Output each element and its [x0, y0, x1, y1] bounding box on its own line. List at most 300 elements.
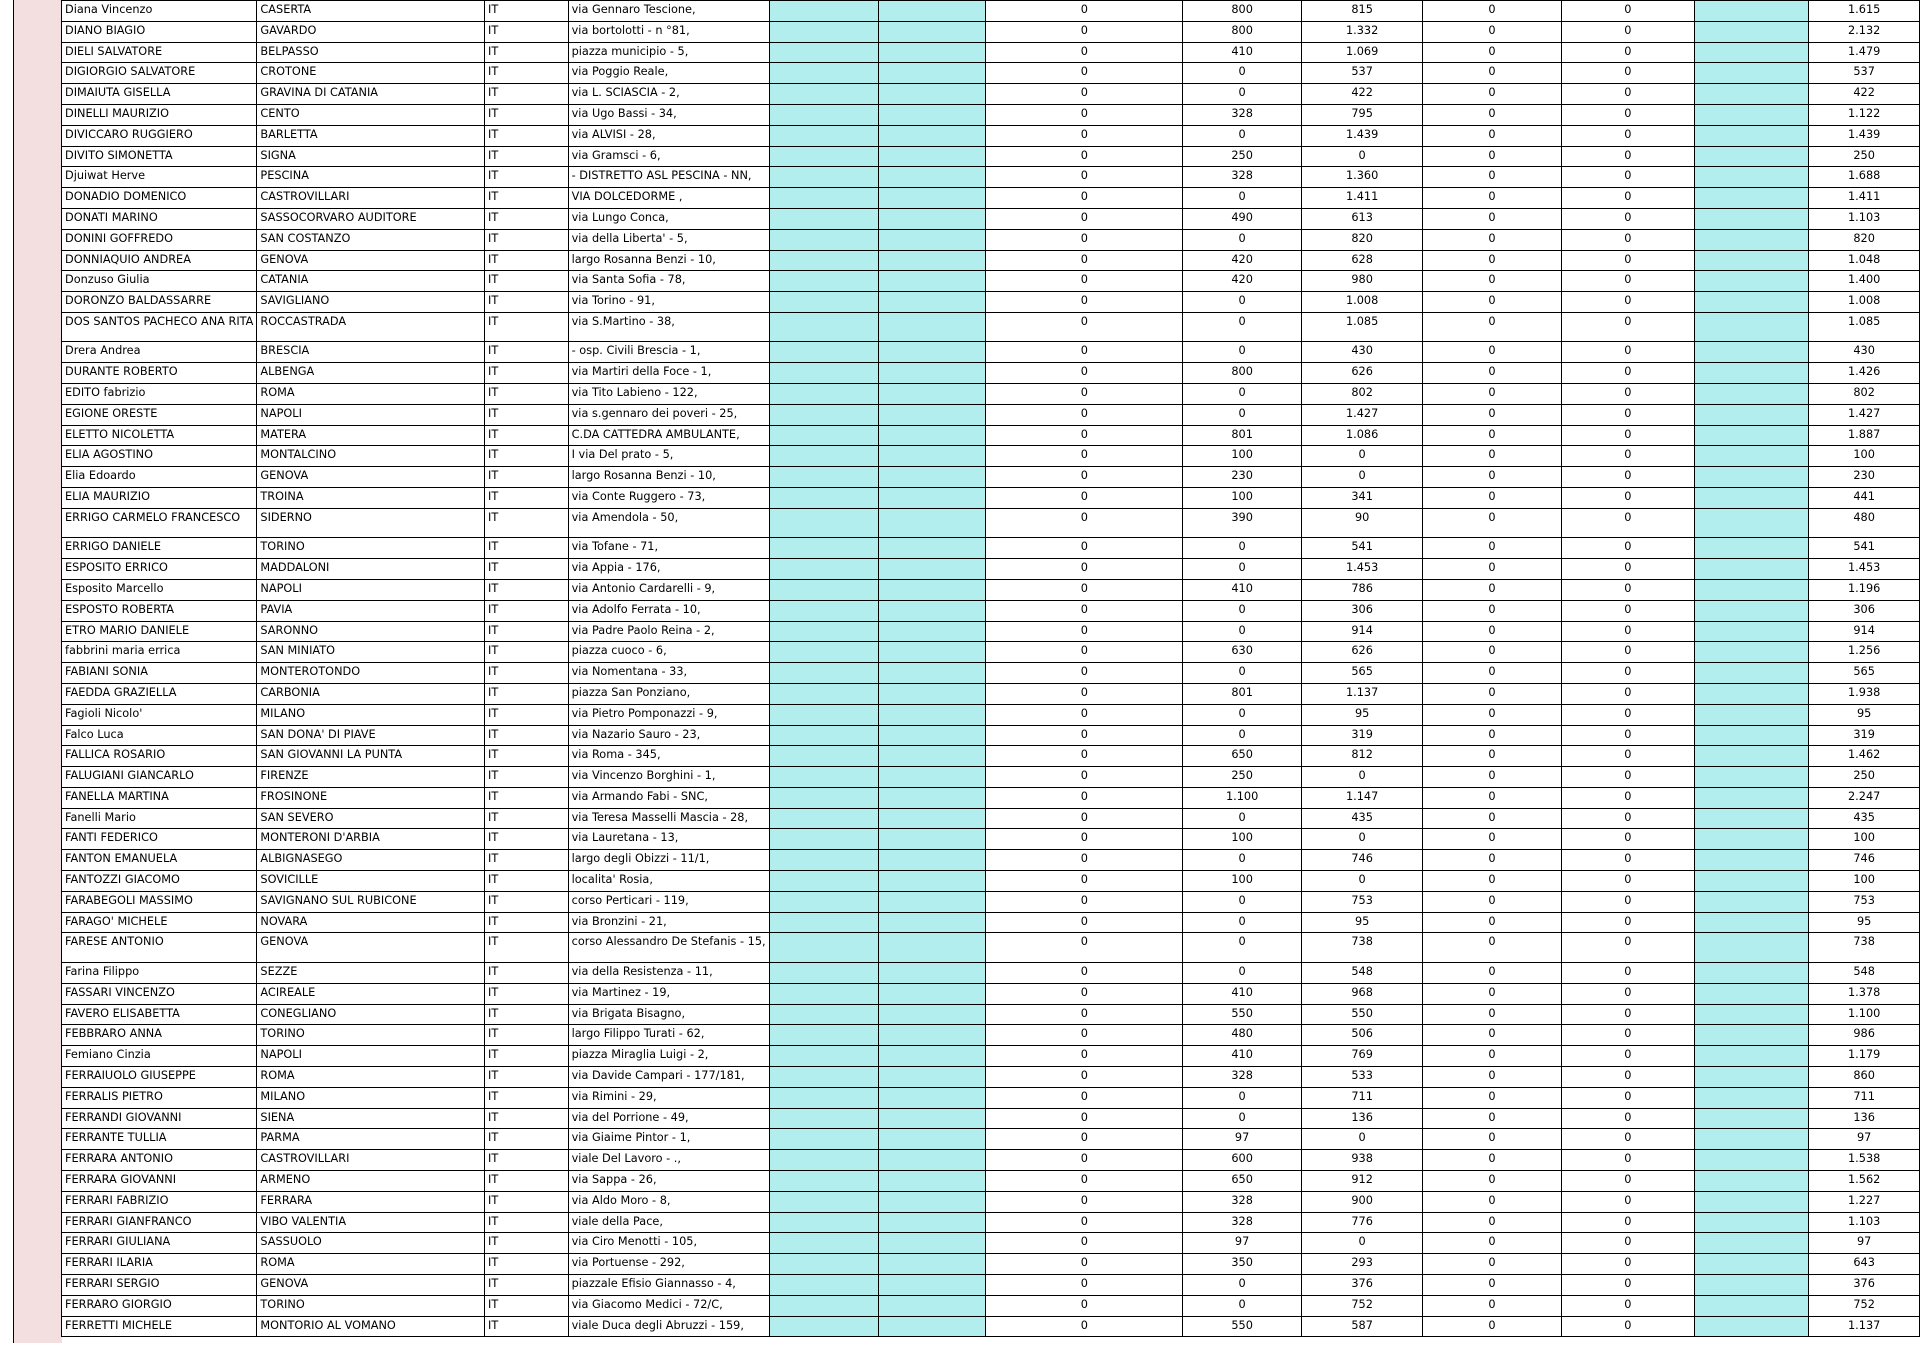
- cell-empty-teal: [879, 229, 986, 250]
- cell-value-3: 753: [1301, 891, 1423, 912]
- cell-country: IT: [485, 229, 569, 250]
- cell-empty-teal: [769, 342, 878, 363]
- cell-value-3: 1.086: [1301, 425, 1423, 446]
- cell-name: FERRARO GIORGIO: [62, 1295, 257, 1316]
- cell-empty-teal: [879, 1150, 986, 1171]
- table-row: [62, 600, 1920, 621]
- cell-value-4: 0: [1423, 829, 1561, 850]
- cell-value-1: 0: [986, 104, 1183, 125]
- cell-empty-teal: [769, 933, 878, 963]
- cell-name: FERRARI GIANFRANCO: [62, 1212, 257, 1233]
- cell-total: 430: [1809, 342, 1920, 363]
- cell-empty-teal: [879, 84, 986, 105]
- cell-empty-teal: [879, 933, 986, 963]
- cell-address: via Brigata Bisagno,: [568, 1004, 769, 1025]
- cell-value-5: 0: [1561, 1004, 1694, 1025]
- table-row: [62, 250, 1920, 271]
- cell-value-4: 0: [1423, 704, 1561, 725]
- cell-country: IT: [485, 1150, 569, 1171]
- cell-empty-teal: [1694, 1316, 1808, 1337]
- table-row: [62, 1212, 1920, 1233]
- cell-value-3: 1.069: [1301, 42, 1423, 63]
- cell-address: via Bronzini - 21,: [568, 912, 769, 933]
- cell-total: 643: [1809, 1254, 1920, 1275]
- cell-city: TORINO: [257, 1025, 485, 1046]
- cell-country: IT: [485, 250, 569, 271]
- cell-value-1: 0: [986, 767, 1183, 788]
- cell-empty-teal: [769, 42, 878, 63]
- cell-empty-teal: [879, 188, 986, 209]
- cell-total: 1.122: [1809, 104, 1920, 125]
- cell-empty-teal: [1694, 188, 1808, 209]
- cell-value-1: 0: [986, 787, 1183, 808]
- cell-value-2: 100: [1183, 488, 1302, 509]
- cell-value-4: 0: [1423, 579, 1561, 600]
- cell-value-1: 0: [986, 146, 1183, 167]
- cell-empty-teal: [769, 559, 878, 580]
- cell-value-4: 0: [1423, 404, 1561, 425]
- cell-empty-teal: [769, 1066, 878, 1087]
- table-row: [62, 704, 1920, 725]
- cell-value-3: 541: [1301, 538, 1423, 559]
- cell-value-1: 0: [986, 912, 1183, 933]
- cell-address: via Portuense - 292,: [568, 1254, 769, 1275]
- cell-value-1: 0: [986, 1316, 1183, 1337]
- cell-value-3: 1.008: [1301, 292, 1423, 313]
- table-row: [62, 1108, 1920, 1129]
- table-row: [62, 1129, 1920, 1150]
- cell-name: FERRANTE TULLIA: [62, 1129, 257, 1150]
- table-row: [62, 384, 1920, 405]
- cell-empty-teal: [1694, 42, 1808, 63]
- cell-empty-teal: [879, 250, 986, 271]
- cell-address: via della Liberta' - 5,: [568, 229, 769, 250]
- cell-value-1: 0: [986, 342, 1183, 363]
- cell-total: 97: [1809, 1233, 1920, 1254]
- cell-name: Donzuso Giulia: [62, 271, 257, 292]
- cell-value-5: 0: [1561, 1274, 1694, 1295]
- cell-empty-teal: [1694, 1212, 1808, 1233]
- cell-address: via Appia - 176,: [568, 559, 769, 580]
- cell-value-3: 95: [1301, 912, 1423, 933]
- cell-value-3: 746: [1301, 850, 1423, 871]
- cell-city: MATERA: [257, 425, 485, 446]
- cell-country: IT: [485, 1212, 569, 1233]
- cell-value-2: 0: [1183, 1274, 1302, 1295]
- cell-value-4: 0: [1423, 1295, 1561, 1316]
- cell-value-3: 0: [1301, 871, 1423, 892]
- cell-value-4: 0: [1423, 663, 1561, 684]
- cell-address: viale Del Lavoro - .,: [568, 1150, 769, 1171]
- cell-value-5: 0: [1561, 104, 1694, 125]
- cell-empty-teal: [879, 559, 986, 580]
- cell-value-1: 0: [986, 404, 1183, 425]
- cell-value-1: 0: [986, 1274, 1183, 1295]
- cell-empty-teal: [1694, 146, 1808, 167]
- cell-city: MADDALONI: [257, 559, 485, 580]
- cell-empty-teal: [1694, 871, 1808, 892]
- cell-value-1: 0: [986, 1087, 1183, 1108]
- cell-empty-teal: [879, 579, 986, 600]
- cell-value-2: 0: [1183, 1295, 1302, 1316]
- cell-empty-teal: [1694, 229, 1808, 250]
- cell-empty-teal: [769, 250, 878, 271]
- cell-country: IT: [485, 683, 569, 704]
- cell-city: SEZZE: [257, 962, 485, 983]
- cell-country: IT: [485, 538, 569, 559]
- cell-empty-teal: [769, 642, 878, 663]
- cell-value-3: 565: [1301, 663, 1423, 684]
- cell-name: FARAGO' MICHELE: [62, 912, 257, 933]
- cell-empty-teal: [769, 704, 878, 725]
- cell-empty-teal: [1694, 1191, 1808, 1212]
- cell-empty-teal: [769, 787, 878, 808]
- cell-empty-teal: [769, 425, 878, 446]
- cell-name: ELETTO NICOLETTA: [62, 425, 257, 446]
- cell-empty-teal: [879, 767, 986, 788]
- cell-value-1: 0: [986, 746, 1183, 767]
- cell-total: 2.132: [1809, 21, 1920, 42]
- table-row: [62, 1087, 1920, 1108]
- cell-empty-teal: [1694, 250, 1808, 271]
- cell-name: Diana Vincenzo: [62, 1, 257, 22]
- cell-empty-teal: [769, 1170, 878, 1191]
- cell-value-5: 0: [1561, 1025, 1694, 1046]
- cell-value-1: 0: [986, 167, 1183, 188]
- cell-empty-teal: [1694, 104, 1808, 125]
- cell-value-4: 0: [1423, 1212, 1561, 1233]
- cell-value-4: 0: [1423, 1233, 1561, 1254]
- cell-value-2: 0: [1183, 384, 1302, 405]
- cell-total: 738: [1809, 933, 1920, 963]
- cell-empty-teal: [769, 104, 878, 125]
- cell-name: DORONZO BALDASSARRE: [62, 292, 257, 313]
- cell-country: IT: [485, 1295, 569, 1316]
- table-row: [62, 312, 1920, 342]
- cell-address: corso Perticari - 119,: [568, 891, 769, 912]
- cell-address: piazza municipio - 5,: [568, 42, 769, 63]
- cell-city: CASERTA: [257, 1, 485, 22]
- cell-value-3: 900: [1301, 1191, 1423, 1212]
- cell-country: IT: [485, 188, 569, 209]
- cell-country: IT: [485, 1254, 569, 1275]
- cell-value-4: 0: [1423, 746, 1561, 767]
- cell-city: ACIREALE: [257, 983, 485, 1004]
- cell-value-3: 769: [1301, 1046, 1423, 1067]
- cell-address: piazzale Efisio Giannasso - 4,: [568, 1274, 769, 1295]
- cell-value-4: 0: [1423, 1191, 1561, 1212]
- cell-value-2: 250: [1183, 767, 1302, 788]
- cell-total: 1.462: [1809, 746, 1920, 767]
- cell-value-4: 0: [1423, 787, 1561, 808]
- cell-name: Fanelli Mario: [62, 808, 257, 829]
- cell-value-1: 0: [986, 538, 1183, 559]
- cell-empty-teal: [769, 146, 878, 167]
- table-row: [62, 467, 1920, 488]
- cell-total: 1.100: [1809, 1004, 1920, 1025]
- cell-name: Esposito Marcello: [62, 579, 257, 600]
- cell-empty-teal: [879, 871, 986, 892]
- cell-empty-teal: [769, 962, 878, 983]
- cell-address: via della Resistenza - 11,: [568, 962, 769, 983]
- cell-value-5: 0: [1561, 229, 1694, 250]
- cell-value-2: 328: [1183, 1212, 1302, 1233]
- cell-address: via Poggio Reale,: [568, 63, 769, 84]
- cell-value-3: 820: [1301, 229, 1423, 250]
- cell-value-4: 0: [1423, 167, 1561, 188]
- cell-value-3: 1.137: [1301, 683, 1423, 704]
- cell-address: via Nomentana - 33,: [568, 663, 769, 684]
- table-row: [62, 271, 1920, 292]
- cell-empty-teal: [769, 1087, 878, 1108]
- cell-country: IT: [485, 1087, 569, 1108]
- cell-value-3: 0: [1301, 1233, 1423, 1254]
- cell-empty-teal: [769, 1316, 878, 1337]
- cell-empty-teal: [879, 1046, 986, 1067]
- cell-total: 820: [1809, 229, 1920, 250]
- cell-value-2: 410: [1183, 1046, 1302, 1067]
- cell-value-4: 0: [1423, 21, 1561, 42]
- cell-value-4: 0: [1423, 384, 1561, 405]
- cell-value-4: 0: [1423, 962, 1561, 983]
- cell-total: 1.048: [1809, 250, 1920, 271]
- cell-value-5: 0: [1561, 1254, 1694, 1275]
- cell-value-3: 506: [1301, 1025, 1423, 1046]
- cell-country: IT: [485, 829, 569, 850]
- cell-empty-teal: [769, 271, 878, 292]
- cell-value-1: 0: [986, 725, 1183, 746]
- cell-value-2: 800: [1183, 1, 1302, 22]
- cell-value-1: 0: [986, 1212, 1183, 1233]
- cell-empty-teal: [1694, 167, 1808, 188]
- cell-name: ETRO MARIO DANIELE: [62, 621, 257, 642]
- cell-empty-teal: [1694, 1170, 1808, 1191]
- cell-value-5: 0: [1561, 1066, 1694, 1087]
- cell-value-2: 0: [1183, 933, 1302, 963]
- cell-value-1: 0: [986, 1295, 1183, 1316]
- cell-country: IT: [485, 1316, 569, 1337]
- cell-total: 860: [1809, 1066, 1920, 1087]
- cell-empty-teal: [1694, 312, 1808, 342]
- cell-value-1: 0: [986, 292, 1183, 313]
- cell-value-2: 0: [1183, 125, 1302, 146]
- cell-empty-teal: [1694, 912, 1808, 933]
- cell-value-3: 306: [1301, 600, 1423, 621]
- table-row: [62, 891, 1920, 912]
- cell-address: via Tito Labieno - 122,: [568, 384, 769, 405]
- table-row: [62, 1004, 1920, 1025]
- cell-value-3: 1.147: [1301, 787, 1423, 808]
- cell-address: via Giacomo Medici - 72/C,: [568, 1295, 769, 1316]
- cell-value-1: 0: [986, 384, 1183, 405]
- cell-address: piazza cuoco - 6,: [568, 642, 769, 663]
- cell-total: 306: [1809, 600, 1920, 621]
- cell-empty-teal: [879, 1004, 986, 1025]
- cell-total: 1.085: [1809, 312, 1920, 342]
- cell-country: IT: [485, 404, 569, 425]
- cell-name: FANTON EMANUELA: [62, 850, 257, 871]
- cell-country: IT: [485, 663, 569, 684]
- cell-total: 1.378: [1809, 983, 1920, 1004]
- cell-city: SIDERNO: [257, 508, 485, 538]
- cell-country: IT: [485, 871, 569, 892]
- table-row: [62, 767, 1920, 788]
- cell-value-2: 0: [1183, 600, 1302, 621]
- cell-value-4: 0: [1423, 229, 1561, 250]
- cell-empty-teal: [1694, 488, 1808, 509]
- cell-address: via Rimini - 29,: [568, 1087, 769, 1108]
- cell-empty-teal: [1694, 292, 1808, 313]
- cell-empty-teal: [879, 683, 986, 704]
- cell-value-5: 0: [1561, 746, 1694, 767]
- cell-address: viale Duca degli Abruzzi - 159,: [568, 1316, 769, 1337]
- cell-value-5: 0: [1561, 642, 1694, 663]
- cell-total: 95: [1809, 704, 1920, 725]
- cell-address: via Davide Campari - 177/181,: [568, 1066, 769, 1087]
- cell-value-3: 802: [1301, 384, 1423, 405]
- cell-empty-teal: [769, 21, 878, 42]
- cell-country: IT: [485, 125, 569, 146]
- cell-value-2: 328: [1183, 167, 1302, 188]
- cell-value-4: 0: [1423, 104, 1561, 125]
- cell-country: IT: [485, 467, 569, 488]
- cell-name: ERRIGO DANIELE: [62, 538, 257, 559]
- cell-address: via Torino - 91,: [568, 292, 769, 313]
- cell-empty-teal: [879, 1233, 986, 1254]
- cell-city: ALBIGNASEGO: [257, 850, 485, 871]
- cell-name: DONATI MARINO: [62, 208, 257, 229]
- cell-city: GRAVINA DI CATANIA: [257, 84, 485, 105]
- cell-city: SAVIGNANO SUL RUBICONE: [257, 891, 485, 912]
- cell-empty-teal: [1694, 208, 1808, 229]
- cell-value-3: 815: [1301, 1, 1423, 22]
- cell-name: FARABEGOLI MASSIMO: [62, 891, 257, 912]
- cell-empty-teal: [769, 746, 878, 767]
- cell-value-1: 0: [986, 704, 1183, 725]
- cell-address: via del Porrione - 49,: [568, 1108, 769, 1129]
- cell-value-4: 0: [1423, 912, 1561, 933]
- cell-address: via Pietro Pomponazzi - 9,: [568, 704, 769, 725]
- cell-value-3: 422: [1301, 84, 1423, 105]
- cell-value-1: 0: [986, 271, 1183, 292]
- cell-value-4: 0: [1423, 488, 1561, 509]
- cell-empty-teal: [769, 446, 878, 467]
- cell-value-1: 0: [986, 600, 1183, 621]
- cell-value-2: 0: [1183, 1108, 1302, 1129]
- cell-value-2: 650: [1183, 1170, 1302, 1191]
- cell-value-4: 0: [1423, 891, 1561, 912]
- cell-value-5: 0: [1561, 933, 1694, 963]
- cell-address: piazza San Ponziano,: [568, 683, 769, 704]
- cell-value-5: 0: [1561, 292, 1694, 313]
- cell-city: FIRENZE: [257, 767, 485, 788]
- cell-value-1: 0: [986, 250, 1183, 271]
- cell-value-2: 801: [1183, 425, 1302, 446]
- cell-empty-teal: [879, 446, 986, 467]
- cell-city: SIGNA: [257, 146, 485, 167]
- cell-value-1: 0: [986, 1025, 1183, 1046]
- cell-empty-teal: [879, 1129, 986, 1150]
- cell-empty-teal: [879, 1, 986, 22]
- cell-value-4: 0: [1423, 425, 1561, 446]
- cell-empty-teal: [879, 1295, 986, 1316]
- cell-empty-teal: [1694, 983, 1808, 1004]
- cell-value-2: 0: [1183, 891, 1302, 912]
- cell-city: PESCINA: [257, 167, 485, 188]
- cell-value-1: 0: [986, 312, 1183, 342]
- cell-address: via Martiri della Foce - 1,: [568, 363, 769, 384]
- cell-value-4: 0: [1423, 683, 1561, 704]
- cell-value-4: 0: [1423, 1025, 1561, 1046]
- table-row: [62, 1150, 1920, 1171]
- cell-city: ARMENO: [257, 1170, 485, 1191]
- table-row: [62, 125, 1920, 146]
- cell-city: PARMA: [257, 1129, 485, 1150]
- cell-value-5: 0: [1561, 342, 1694, 363]
- cell-value-4: 0: [1423, 292, 1561, 313]
- cell-empty-teal: [879, 404, 986, 425]
- cell-empty-teal: [769, 829, 878, 850]
- cell-value-2: 97: [1183, 1129, 1302, 1150]
- cell-value-5: 0: [1561, 42, 1694, 63]
- cell-empty-teal: [769, 600, 878, 621]
- table-row: [62, 404, 1920, 425]
- cell-name: FERRANDI GIOVANNI: [62, 1108, 257, 1129]
- cell-value-3: 738: [1301, 933, 1423, 963]
- cell-name: DIVICCARO RUGGIERO: [62, 125, 257, 146]
- cell-name: DIANO BIAGIO: [62, 21, 257, 42]
- cell-value-3: 1.411: [1301, 188, 1423, 209]
- cell-empty-teal: [1694, 787, 1808, 808]
- table-row: [62, 787, 1920, 808]
- cell-empty-teal: [879, 1170, 986, 1191]
- cell-value-2: 328: [1183, 1066, 1302, 1087]
- cell-empty-teal: [879, 63, 986, 84]
- cell-name: FERRARI SERGIO: [62, 1274, 257, 1295]
- cell-value-3: 0: [1301, 146, 1423, 167]
- cell-city: TORINO: [257, 538, 485, 559]
- cell-total: 1.615: [1809, 1, 1920, 22]
- table-row: [62, 871, 1920, 892]
- cell-value-2: 0: [1183, 229, 1302, 250]
- table-row: [62, 363, 1920, 384]
- cell-empty-teal: [1694, 446, 1808, 467]
- cell-city: SARONNO: [257, 621, 485, 642]
- cell-value-4: 0: [1423, 42, 1561, 63]
- cell-value-1: 0: [986, 983, 1183, 1004]
- cell-city: SOVICILLE: [257, 871, 485, 892]
- cell-value-1: 0: [986, 1191, 1183, 1212]
- cell-empty-teal: [1694, 725, 1808, 746]
- cell-empty-teal: [879, 829, 986, 850]
- cell-empty-teal: [879, 746, 986, 767]
- cell-value-1: 0: [986, 579, 1183, 600]
- cell-total: 1.453: [1809, 559, 1920, 580]
- table-row: [62, 850, 1920, 871]
- cell-value-5: 0: [1561, 663, 1694, 684]
- cell-value-3: 968: [1301, 983, 1423, 1004]
- cell-total: 548: [1809, 962, 1920, 983]
- cell-name: FEBBRARO ANNA: [62, 1025, 257, 1046]
- cell-value-3: 1.085: [1301, 312, 1423, 342]
- cell-value-3: 376: [1301, 1274, 1423, 1295]
- cell-value-2: 550: [1183, 1004, 1302, 1025]
- cell-empty-teal: [1694, 384, 1808, 405]
- cell-empty-teal: [769, 1233, 878, 1254]
- cell-city: CATANIA: [257, 271, 485, 292]
- cell-country: IT: [485, 1025, 569, 1046]
- cell-value-5: 0: [1561, 1108, 1694, 1129]
